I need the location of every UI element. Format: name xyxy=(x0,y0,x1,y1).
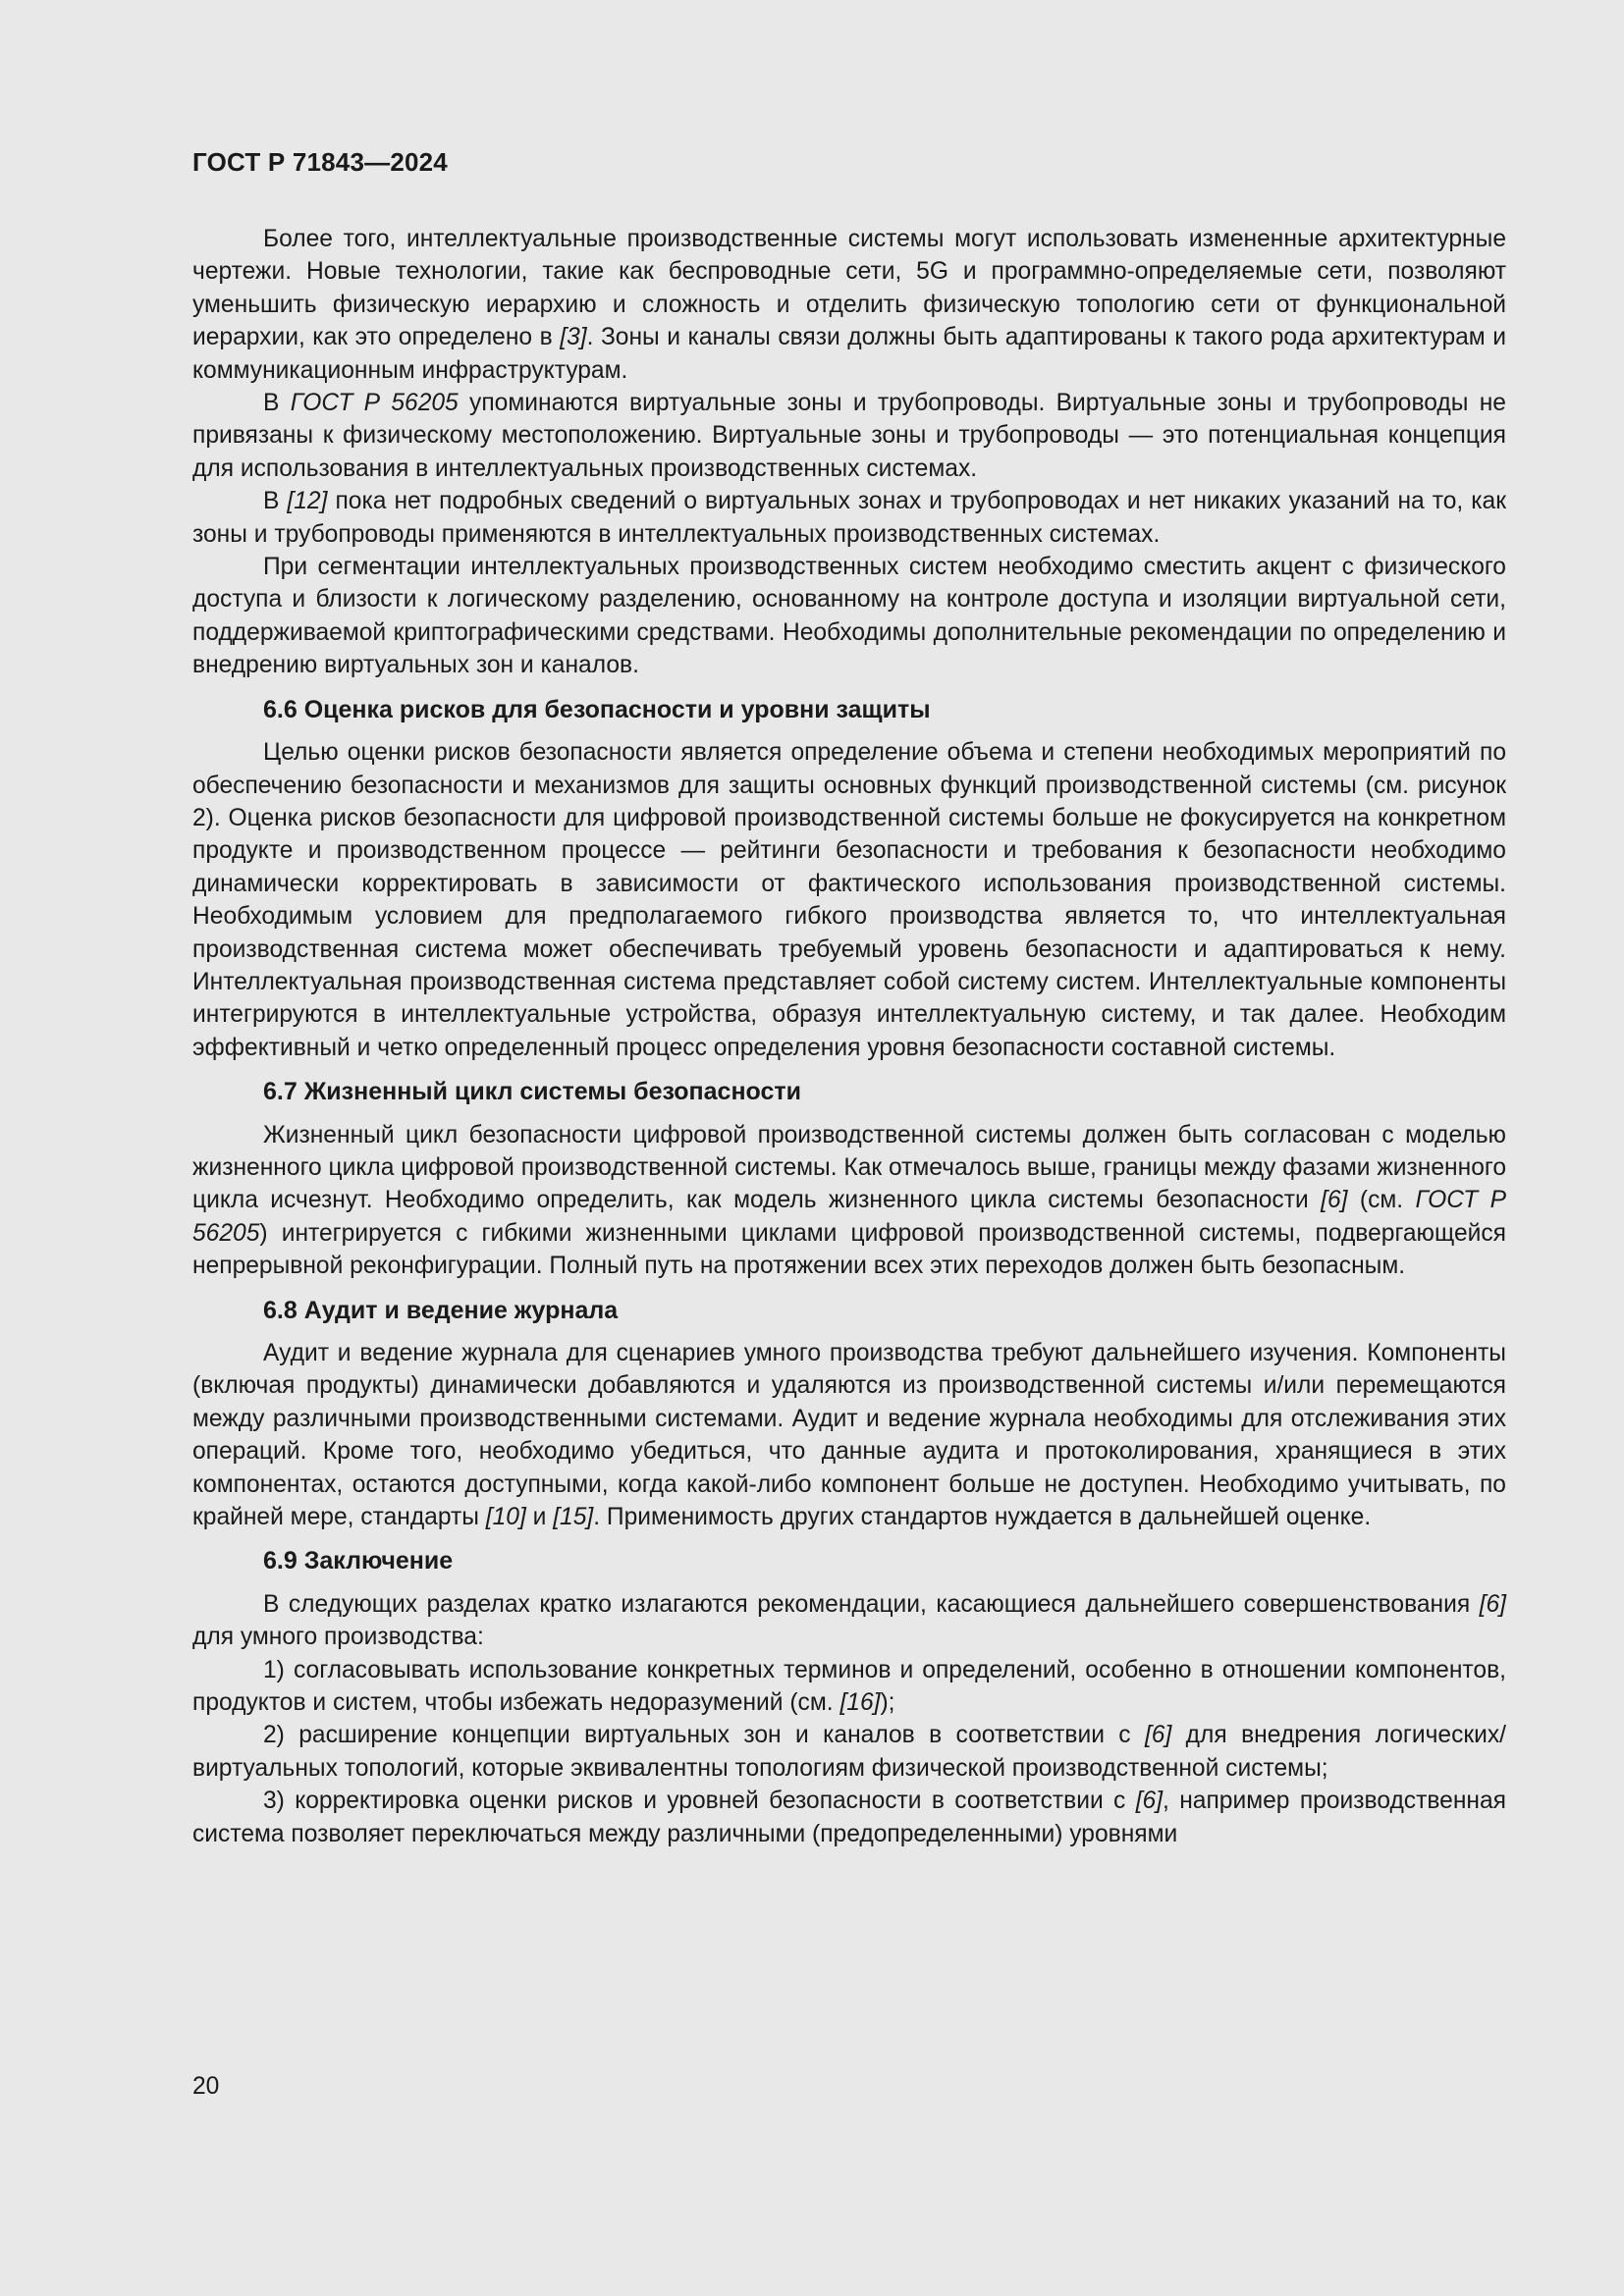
reference: [10] xyxy=(485,1504,526,1531)
reference: ГОСТ Р 56205 xyxy=(192,1187,1506,1247)
section-heading-6-6: 6.6 Оценка рисков для безопасности и уровни защиты xyxy=(263,695,931,723)
reference: [6] xyxy=(1479,1590,1506,1618)
reference: [12] xyxy=(287,488,328,515)
paragraph: В [12] пока нет подробных сведений о виртуальных зонах и трубопроводах и нет никаких указаний на то, как зоны и трубопроводы применяются в интеллектуальных производственных системах. xyxy=(192,488,1506,548)
paragraph: Целью оценки рисков безопасности является определение объема и степени необходимых мероприятий по обеспечению безопасности и механизмов для защиты основных функций производственной системы (см. рисунок 2). Оценка рисков безопасности для цифровой производственной системы больше не фокусируется на конкретном продукте и производственном процессе — рейтинги безопасности и требования к безопасности необходимо динамически корректировать в зависимости от фактического использования производственной системы. Необходимым условием для предполагаемого гибкого производства является то, что интеллектуальная производственная система может обеспечивать требуемый уровень безопасности и адаптироваться к нему. Интеллектуальная производственная система представляет собой систему систем. Интеллектуальные компоненты интегрируются в интеллектуальные устройства, образуя интеллектуальную систему, и так далее. Необходим эффективный и четко определенный процесс определения уровня безопасности составной системы. xyxy=(192,739,1506,1061)
page-number: 20 xyxy=(192,2073,220,2100)
list-item: 1) согласовывать использование конкретных терминов и определений, особенно в отношении компонентов, продуктов и систем, чтобы избежать недоразумений (см. [16]); xyxy=(192,1656,1506,1717)
section-heading-6-9: 6.9 Заключение xyxy=(263,1547,454,1575)
reference: [15] xyxy=(553,1504,594,1531)
document-body xyxy=(192,223,1506,1850)
list-item: 2) расширение концепции виртуальных зон и каналов в соответствии с [6] для внедрения логических/виртуальных топологий, которые эквивалентны топологиям физической производственной системы; xyxy=(192,1722,1506,1782)
reference: [16] xyxy=(839,1689,881,1717)
paragraph: Жизненный цикл безопасности цифровой производственной системы должен быть согласован с моделью жизненного цикла цифровой производственной системы. Как отмечалось выше, границы между фазами жизненного цикла исчезнут. Необходимо определить, как модель жизненного цикла системы безопасности [6] (см. ГОСТ Р 56205) интегрируется с гибкими жизненными циклами цифровой производственной системы, подвергающейся непрерывной реконфигурации. Полный путь на протяжении всех этих переходов должен быть безопасным. xyxy=(192,1121,1506,1280)
reference: [6] xyxy=(1321,1187,1348,1214)
paragraph: Аудит и ведение журнала для сценариев умного производства требуют дальнейшего изучения. Компоненты (включая продукты) динамически добавляются и удаляются из производственной системы и/или перемещаются между различными производственными системами. Аудит и ведение журнала необходимы для отслеживания этих операций. Кроме того, необходимо убедиться, что данные аудита и протоколирования, хранящиеся в этих компонентах, остаются доступными, когда какой-либо компонент больше не доступен. Необходимо учитывать, по крайней мере, стандарты [10] и [15]. Применимость других стандартов нуждается в дальнейшей оценке. xyxy=(192,1340,1506,1531)
reference: [3] xyxy=(560,324,587,351)
paragraph: Более того, интеллектуальные производственные системы могут использовать измененные архитектурные чертежи. Новые технологии, такие как беспроводные сети, 5G и программно-определяемые сети, позволяют уменьшить физическую иерархию и сложность и отделить физическую топологию сети от функциональной иерархии, как это определено в [3]. Зоны и каналы связи должны быть адаптированы к такого рода архитектурам и коммуникационным инфраструктурам. xyxy=(192,226,1506,384)
reference: [6] xyxy=(1144,1722,1172,1749)
section-heading-6-7: 6.7 Жизненный цикл системы безопасности xyxy=(263,1078,802,1106)
paragraph: В ГОСТ Р 56205 упоминаются виртуальные зоны и трубопроводы. Виртуальные зоны и трубопроводы не привязаны к физическому местоположению. Виртуальные зоны и трубопроводы — это потенциальная концепция для использования в интеллектуальных производственных системах. xyxy=(192,390,1506,482)
paragraph: При сегментации интеллектуальных производственных систем необходимо сместить акцент с физического доступа и близости к логическому разделению, основанному на контроле доступа и изоляции виртуальной сети, поддерживаемой криптографическими средствами. Необходимы дополнительные рекомендации по определению и внедрению виртуальных зон и каналов. xyxy=(192,554,1506,679)
reference: ГОСТ Р 56205 xyxy=(290,390,459,417)
document-header: ГОСТ Р 71843—2024 xyxy=(192,147,448,177)
reference: [6] xyxy=(1135,1788,1164,1815)
paragraph: В следующих разделах кратко излагаются рекомендации, касающиеся дальнейшего совершенствования [6] для умного производства: xyxy=(192,1590,1506,1651)
section-heading-6-8: 6.8 Аудит и ведение журнала xyxy=(263,1296,619,1324)
list-item: 3) корректировка оценки рисков и уровней безопасности в соответствии с [6], например производственная система позволяет переключаться между различными (предопределенными) уровнями xyxy=(192,1788,1506,1847)
